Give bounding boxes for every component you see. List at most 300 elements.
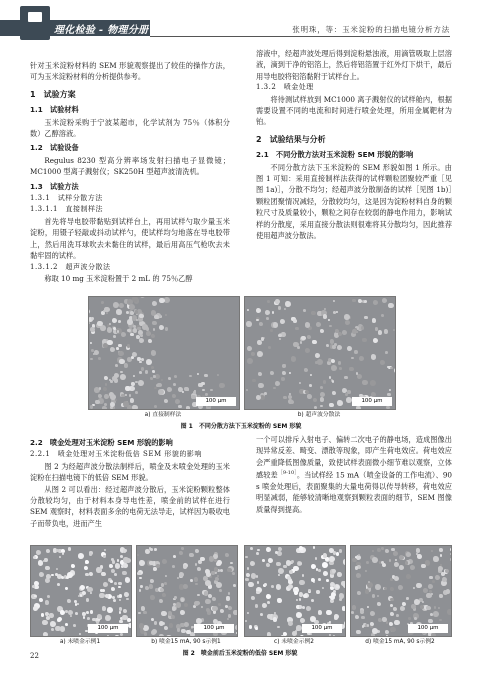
starch-granule [390,587,394,591]
starch-granule [65,587,67,589]
starch-granule [211,571,215,575]
starch-granule [270,371,274,375]
starch-granule [282,371,286,375]
starch-granule [377,595,379,597]
starch-granule [159,298,164,303]
starch-granule [302,606,305,609]
starch-granule [112,596,115,599]
starch-granule [136,319,138,321]
starch-granule [181,598,184,601]
starch-granule [88,322,90,325]
starch-granule [227,618,230,621]
starch-granule [150,548,153,551]
starch-granule [428,584,433,589]
starch-granule [355,566,358,569]
starch-granule [115,364,118,367]
starch-granule [278,574,280,576]
running-title: 张明珠，等：玉米淀粉的扫描电镜分析方法 [292,25,450,34]
starch-granule [429,590,432,593]
starch-granule [139,314,143,318]
starch-granule [127,319,133,325]
starch-granule [159,599,163,603]
starch-granule [450,548,452,550]
starch-granule [329,621,331,623]
starch-granule [342,606,346,610]
starch-granule [329,403,333,407]
right-column-top [256,48,452,242]
starch-granule [435,575,440,580]
starch-granule [354,350,358,354]
starch-granule [89,553,92,556]
starch-granule [58,617,62,621]
starch-granule [154,315,158,319]
starch-granule [388,303,394,309]
starch-granule [433,556,438,561]
starch-granule [283,396,286,399]
starch-granule [34,581,39,586]
starch-granule [438,566,443,571]
starch-granule [209,556,214,561]
starch-granule [333,551,337,555]
starch-granule [378,330,382,334]
starch-granule [300,618,305,623]
starch-granule [393,607,397,611]
starch-granule [110,380,114,384]
starch-granule [201,606,203,608]
starch-granule [139,577,141,579]
starch-granule [288,584,293,589]
starch-granule [389,559,392,562]
starch-granule [143,625,149,631]
starch-granule [390,612,394,616]
starch-granule [236,632,238,635]
starch-granule [429,576,432,579]
starch-granule [123,563,128,568]
starch-granule [47,595,50,598]
starch-granule [393,551,398,556]
starch-granule [320,397,325,402]
starch-granule [344,376,348,380]
starch-granule [294,591,298,595]
starch-granule [311,311,315,315]
right-column-bottom [256,434,452,515]
starch-granule [364,316,368,320]
starch-granule [245,620,247,622]
section-1-3-1-2-heading: 1.3.1.2 超声波分散法 [30,262,111,271]
starch-granule [438,607,440,609]
starch-granule [256,575,259,578]
starch-granule [104,376,108,380]
starch-granule [133,375,136,378]
figure-1-title: 图 1 不同分散方法下玉米淀粉的 SEM 形貌 [180,423,302,430]
starch-granule [169,623,174,628]
starch-granule [266,594,271,599]
starch-granule [413,587,415,589]
starch-granule [181,547,184,550]
charging-effect-text: 一个可以排斥入射电子、偏转二次电子的静电场，造成图像出现异常反差、畸变、漂散等现象，即产生荷电效应。荷电效应会严重降低图像质量，致使试样表面微小细节难以观察，立体感较差$^{[9-10]}$。当试样经 15 mA（喷金设备的工作电流）、90 s 喷金处理后，表面聚集的大量电荷得以传导转移，荷电效应明显减弱，能够较清晰地观察到颗粒表面的细节，SEM 图像质量得到提高。 [256,435,452,514]
starch-granule [289,570,294,575]
starch-granule [152,370,155,373]
starch-granule [342,330,347,335]
starch-granule [173,555,177,559]
starch-granule [123,401,129,407]
starch-granule [291,356,296,361]
section-1-3-1-1-heading: 1.3.1.1 直接制样法 [30,205,103,214]
starch-granule [250,547,253,550]
starch-granule [275,299,280,304]
starch-granule [300,550,303,553]
starch-granule [79,633,81,635]
starch-granule [140,296,146,298]
starch-granule [151,618,154,621]
starch-granule [95,400,99,404]
starch-granule [390,598,394,602]
starch-granule [33,606,38,611]
starch-granule [104,394,109,399]
starch-granule [173,383,176,386]
starch-granule [139,361,141,363]
starch-granule [150,579,154,583]
starch-granule [219,589,222,592]
starch-granule [293,319,296,322]
starch-granule [74,600,77,603]
starch-granule [396,614,399,617]
starch-granule [422,601,424,603]
starch-granule [118,351,123,356]
starch-granule [195,563,198,566]
starch-granule [322,587,324,589]
starch-granule [317,359,323,365]
starch-granule [103,582,108,587]
starch-granule [121,394,124,397]
starch-granule [381,547,385,551]
starch-granule [119,611,121,613]
starch-granule [110,347,115,352]
starch-granule [303,594,307,598]
starch-granule [67,599,71,603]
starch-granule [138,612,140,614]
starch-granule [323,380,326,383]
starch-granule [274,612,276,614]
starch-granule [183,584,189,590]
starch-granule [184,387,189,392]
starch-granule [193,391,195,393]
starch-granule [366,561,369,564]
starch-granule [280,319,285,324]
starch-granule [68,547,72,551]
starch-granule [39,598,43,602]
starch-granule [258,372,262,376]
starch-granule [162,593,166,597]
starch-granule [178,405,182,409]
starch-granule [137,327,141,331]
starch-granule [370,611,375,616]
starch-granule [161,379,163,381]
starch-granule [398,585,403,590]
starch-granule [164,399,168,403]
starch-granule [34,595,36,597]
starch-granule [331,365,337,371]
starch-granule [101,572,106,577]
page-number: 22 [30,652,39,660]
starch-granule [356,630,361,635]
starch-granule [256,591,259,594]
starch-granule [143,611,146,614]
starch-granule [130,398,134,402]
starch-granule [450,553,452,555]
starch-granule [165,327,168,330]
starch-granule [51,574,54,577]
starch-granule [339,598,342,601]
starch-granule [310,633,313,636]
starch-granule [160,588,164,592]
section-1-2-text: Regulus 8230 型高分辨率场发射扫描电子显微镜；MC1000 型离子溅射仪；SK250H 型超声波清洗机。 [30,155,230,177]
starch-granule [56,568,58,570]
starch-granule [416,583,421,588]
starch-granule [205,599,211,605]
starch-granule [175,399,180,404]
starch-granule [299,598,302,601]
starch-granule [337,572,341,576]
starch-granule [337,400,343,406]
starch-granule [129,394,132,397]
starch-granule [365,589,369,593]
starch-granule [373,338,378,343]
starch-granule [417,554,422,559]
starch-granule [362,625,365,628]
starch-granule [109,323,111,325]
starch-granule [118,586,121,589]
figure-2a-sem-image [30,545,132,637]
starch-granule [307,394,312,399]
starch-granule [112,318,117,323]
starch-granule [288,621,293,626]
starch-granule [375,584,381,590]
section-2-heading: 2 试验结果与分析 [256,134,326,144]
starch-granule [139,338,144,343]
section-2-2-heading: 2.2 喷金处理对玉米淀粉 SEM 形貌的影响 [30,438,173,447]
starch-granule [152,301,157,306]
starch-granule [88,326,89,328]
starch-granule [326,610,332,616]
starch-granule [213,554,218,559]
section-1-3-2-heading: 1.3.2 喷金处理 [256,83,314,92]
starch-granule [277,626,280,629]
starch-granule [194,577,199,582]
starch-granule [331,359,335,363]
starch-granule [371,392,376,397]
starch-granule [360,610,364,614]
starch-granule [261,337,265,341]
starch-granule [84,566,88,570]
scale-bar: 100 μm [408,624,448,633]
figure-2c-sem-image [244,545,346,637]
starch-granule [196,618,202,624]
starch-granule [362,380,367,385]
citation: ［9-10］ [277,470,297,477]
starch-granule [151,334,155,338]
starch-granule [406,574,411,579]
starch-granule [220,569,223,572]
starch-granule [60,610,66,616]
starch-granule [228,606,232,610]
starch-granule [356,573,361,578]
starch-granule [247,358,253,364]
starch-granule [336,311,338,313]
starch-granule [450,558,452,560]
starch-granule [339,367,342,370]
starch-granule [50,621,56,627]
starch-granule [99,593,104,598]
starch-granule [313,546,316,549]
starch-granule [307,335,311,339]
starch-granule [132,352,137,357]
starch-granule [394,576,399,581]
starch-granule [258,383,263,388]
starch-granule [148,339,152,343]
starch-granule [161,583,164,586]
starch-granule [106,312,108,314]
starch-granule [46,574,51,579]
starch-granule [364,300,367,303]
starch-granule [150,595,155,600]
starch-granule [320,329,324,333]
starch-granule [250,561,255,566]
starch-granule [153,328,156,331]
starch-granule [247,309,250,312]
starch-granule [137,554,139,556]
starch-granule [204,591,208,595]
starch-granule [255,627,258,630]
starch-granule [149,584,153,588]
starch-granule [164,297,170,303]
starch-granule [323,571,328,576]
starch-granule [90,358,92,360]
starch-granule [385,351,388,354]
starch-granule [318,578,321,581]
starch-granule [306,606,311,611]
figure-2a-caption: a) 未喷金示例1 [59,639,101,645]
starch-granule [65,623,68,626]
starch-granule [329,376,331,378]
starch-granule [83,616,85,618]
starch-granule [382,298,387,303]
section-2-2-1-text-1: 图 2 为经超声波分散法制样后，喷金及未喷金处理的玉米淀粉在扫描电镜下的低倍 SEM 形貌。 [30,461,230,483]
starch-granule [439,619,442,622]
starch-granule [137,572,141,576]
starch-granule [367,606,369,608]
starch-granule [268,346,271,349]
starch-granule [299,605,302,608]
starch-granule [260,613,263,616]
starch-granule [154,405,157,408]
starch-granule [273,387,276,390]
starch-granule [293,342,299,348]
starch-granule [299,580,304,585]
starch-granule [377,602,381,606]
starch-granule [219,383,225,389]
starch-granule [119,607,123,611]
figure-1b-caption: b) 超声波分散法 [297,412,341,418]
starch-granule [400,606,405,611]
starch-granule [197,594,199,596]
starch-granule [301,336,306,341]
starch-granule [303,309,306,312]
starch-granule [110,580,113,583]
starch-granule [212,597,216,601]
starch-granule [426,606,430,610]
starch-granule [123,557,128,562]
starch-granule [140,334,143,337]
starch-granule [246,389,248,391]
starch-granule [139,560,145,566]
starch-granule [109,564,113,568]
starch-granule [345,393,348,396]
starch-granule [87,587,93,593]
starch-granule [225,553,229,557]
starch-granule [387,366,390,369]
starch-granule [71,564,76,569]
starch-granule [289,372,292,375]
starch-granule [172,606,176,610]
starch-granule [114,573,117,576]
starch-granule [86,598,89,601]
starch-granule [252,379,255,382]
starch-granule [247,567,250,570]
starch-granule [118,582,122,586]
starch-granule [381,314,384,317]
starch-granule [270,329,273,332]
starch-granule [309,384,312,387]
starch-granule [216,582,222,588]
starch-granule [343,583,346,589]
starch-granule [336,552,339,555]
starch-granule [119,303,124,308]
starch-granule [45,612,49,616]
starch-granule [277,551,282,556]
starch-granule [41,613,45,617]
starch-granule [113,302,119,308]
journal-logo-text: 理化检验 - 物理分册 [54,25,149,36]
starch-granule [277,598,281,602]
starch-granule [189,375,191,377]
starch-granule [151,366,154,369]
starch-granule [286,560,291,565]
starch-granule [332,391,336,395]
starch-granule [189,553,194,558]
starch-granule [110,402,115,407]
starch-granule [282,364,286,368]
starch-granule [195,549,199,553]
starch-granule [106,296,112,297]
scale-bar: 100 μm [302,624,342,633]
starch-granule [135,381,137,383]
starch-granule [372,628,378,634]
starch-granule [114,373,119,378]
starch-granule [202,389,205,392]
starch-granule [390,627,395,632]
starch-granule [75,612,78,615]
starch-granule [347,390,350,393]
starch-granule [158,389,164,395]
starch-granule [315,557,318,560]
starch-granule [113,327,116,330]
starch-granule [370,380,376,386]
starch-granule [124,363,128,367]
starch-granule [103,387,108,392]
starch-granule [283,632,287,636]
starch-granule [406,597,408,599]
